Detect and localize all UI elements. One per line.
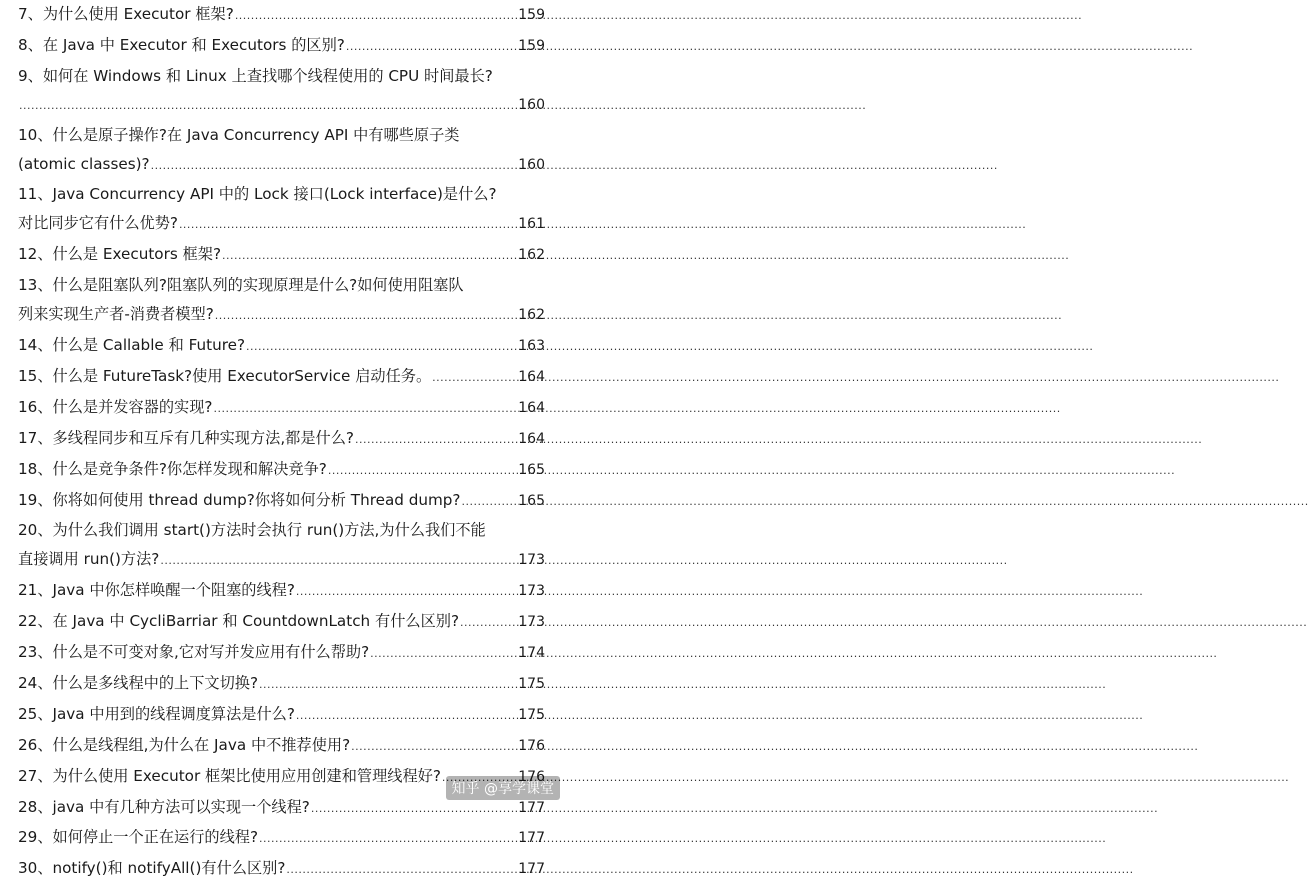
toc-entry-line bbox=[18, 486, 545, 517]
toc-entry-title: 8、在 Java 中 Executor 和 Executors 的区别? bbox=[18, 35, 345, 54]
toc-entry-line bbox=[18, 240, 545, 271]
toc-entry[interactable] bbox=[18, 362, 545, 393]
toc-entry-title: 对比同步它有什么优势? bbox=[18, 214, 178, 233]
toc-entry[interactable] bbox=[18, 669, 545, 700]
toc-entry-title: 22、在 Java 中 CycliBarriar 和 CountdownLatch 有什么区别? bbox=[18, 612, 460, 631]
toc-entry-title: 16、什么是并发容器的实现? bbox=[18, 397, 213, 416]
toc-entry-line bbox=[18, 424, 545, 455]
toc-entry-line bbox=[18, 31, 545, 62]
toc-entry-title: 29、如何停止一个正在运行的线程? bbox=[18, 828, 259, 847]
toc-entry-title: 15、什么是 FutureTask?使用 ExecutorService 启动任务。 bbox=[18, 366, 432, 385]
toc-entry-line bbox=[18, 209, 545, 240]
toc-page-number: 159 bbox=[518, 7, 545, 23]
dot-leader bbox=[19, 92, 517, 121]
toc-entry-line bbox=[18, 121, 545, 150]
toc-entry-title: 直接调用 run()方法? bbox=[18, 550, 160, 569]
dot-leader bbox=[296, 578, 517, 607]
toc-page-number: 163 bbox=[518, 337, 545, 354]
dot-leader bbox=[328, 457, 517, 486]
toc-entry-title: 12、什么是 Executors 框架? bbox=[18, 245, 222, 264]
toc-page-number: 174 bbox=[518, 645, 545, 662]
toc-page-number: 173 bbox=[518, 583, 545, 600]
toc-entry-title: 14、什么是 Callable 和 Future? bbox=[18, 335, 246, 354]
toc-entry-title: 20、为什么我们调用 start()方法时会执行 run()方法,为什么我们不能 bbox=[18, 521, 486, 540]
toc-entry[interactable] bbox=[18, 271, 545, 331]
dot-leader bbox=[351, 733, 517, 762]
toc-entry-title: 28、java 中有几种方法可以实现一个线程? bbox=[18, 797, 310, 816]
toc-entry[interactable] bbox=[18, 700, 545, 731]
dot-leader bbox=[432, 364, 517, 393]
toc-entry[interactable] bbox=[18, 62, 545, 121]
toc-entry-line bbox=[18, 91, 545, 121]
toc-entry[interactable] bbox=[18, 121, 545, 181]
toc-entry-title: 7、为什么使用 Executor 框架? bbox=[18, 5, 234, 23]
toc-page-number: 173 bbox=[518, 614, 545, 631]
table-of-contents bbox=[18, 0, 545, 885]
toc-entry[interactable] bbox=[18, 424, 545, 455]
toc-entry[interactable] bbox=[18, 638, 545, 669]
toc-page-number: 173 bbox=[518, 552, 545, 569]
toc-page-number: 177 bbox=[518, 861, 545, 878]
toc-entry[interactable] bbox=[18, 180, 545, 240]
toc-entry-line bbox=[18, 393, 545, 424]
dot-leader bbox=[346, 33, 517, 62]
toc-entry-title: 11、Java Concurrency API 中的 Lock 接口(Lock interface)是什么? bbox=[18, 185, 497, 204]
toc-page-number: 159 bbox=[518, 37, 545, 54]
toc-entry-line bbox=[18, 700, 545, 731]
toc-entry[interactable] bbox=[18, 576, 545, 607]
toc-entry-line bbox=[18, 180, 545, 209]
toc-entry[interactable] bbox=[18, 486, 545, 517]
dot-leader bbox=[286, 856, 517, 885]
dot-leader bbox=[259, 671, 517, 700]
toc-page-number: 165 bbox=[518, 461, 545, 478]
dot-leader bbox=[215, 302, 517, 331]
toc-entry[interactable] bbox=[18, 731, 545, 762]
toc-page-number: 176 bbox=[518, 768, 545, 785]
toc-entry-line bbox=[18, 271, 545, 300]
toc-entry-line bbox=[18, 455, 545, 486]
toc-entry-title: 9、如何在 Windows 和 Linux 上查找哪个线程使用的 CPU 时间最长? bbox=[18, 66, 493, 85]
toc-entry-title: 18、什么是竞争条件?你怎样发现和解决竞争? bbox=[18, 459, 327, 478]
toc-entry[interactable] bbox=[18, 331, 545, 362]
toc-entry[interactable] bbox=[18, 607, 545, 638]
dot-leader bbox=[259, 825, 517, 854]
toc-entry-title: 26、什么是线程组,为什么在 Java 中不推荐使用? bbox=[18, 735, 351, 754]
toc-entry-title: 24、什么是多线程中的上下文切换? bbox=[18, 673, 259, 692]
toc-page-number: 160 bbox=[518, 96, 545, 113]
watermark: 知乎 @享学课堂 bbox=[446, 776, 560, 800]
toc-page-number: 177 bbox=[518, 830, 545, 847]
toc-entry-title: 13、什么是阻塞队列?阻塞队列的实现原理是什么?如何使用阻塞队 bbox=[18, 276, 464, 295]
toc-entry-line bbox=[18, 823, 545, 854]
toc-entry-title: 17、多线程同步和互斥有几种实现方法,都是什么? bbox=[18, 428, 354, 447]
toc-entry-line bbox=[18, 854, 545, 885]
toc-entry-line bbox=[18, 62, 545, 91]
toc-entry-line bbox=[18, 516, 545, 545]
toc-entry-line bbox=[18, 731, 545, 762]
toc-page-number: 162 bbox=[518, 307, 545, 324]
toc-entry[interactable] bbox=[18, 455, 545, 486]
toc-entry[interactable] bbox=[18, 393, 545, 424]
toc-page-number: 164 bbox=[518, 399, 545, 416]
toc-entry-line bbox=[18, 669, 545, 700]
dot-leader bbox=[213, 395, 517, 424]
toc-entry-title: 23、什么是不可变对象,它对写并发应用有什么帮助? bbox=[18, 643, 370, 662]
toc-entry[interactable] bbox=[18, 516, 545, 576]
toc-page-number: 164 bbox=[518, 368, 545, 385]
toc-entry-line bbox=[18, 331, 545, 362]
toc-page-number: 165 bbox=[518, 492, 545, 509]
toc-page-number: 175 bbox=[518, 706, 545, 723]
toc-page-number: 175 bbox=[518, 675, 545, 692]
dot-leader bbox=[355, 426, 517, 455]
toc-entry-title: 21、Java 中你怎样唤醒一个阻塞的线程? bbox=[18, 581, 295, 600]
toc-entry[interactable] bbox=[18, 31, 545, 62]
dot-leader bbox=[370, 640, 517, 669]
toc-entry-title: (atomic classes)? bbox=[18, 154, 150, 173]
toc-entry-line bbox=[18, 545, 545, 576]
toc-entry-line bbox=[18, 300, 545, 331]
toc-page-number: 162 bbox=[518, 247, 545, 264]
toc-entry[interactable] bbox=[18, 823, 545, 854]
dot-leader bbox=[461, 488, 517, 517]
toc-page-number: 176 bbox=[518, 737, 545, 754]
toc-entry-title: 27、为什么使用 Executor 框架比使用应用创建和管理线程好? bbox=[18, 766, 441, 785]
toc-entry[interactable] bbox=[18, 0, 545, 31]
dot-leader bbox=[151, 152, 518, 181]
toc-entry-line bbox=[18, 0, 545, 31]
toc-entry-title: 10、什么是原子操作?在 Java Concurrency API 中有哪些原子类 bbox=[18, 125, 460, 144]
toc-page-number: 161 bbox=[518, 216, 545, 233]
toc-entry-line bbox=[18, 362, 545, 393]
toc-entry-line bbox=[18, 576, 545, 607]
toc-page-number: 160 bbox=[518, 156, 545, 173]
dot-leader bbox=[222, 242, 517, 271]
toc-entry-title: 25、Java 中用到的线程调度算法是什么? bbox=[18, 704, 295, 723]
dot-leader bbox=[296, 702, 517, 731]
dot-leader bbox=[160, 547, 517, 576]
toc-page-number: 177 bbox=[518, 799, 545, 816]
toc-entry-line bbox=[18, 150, 545, 181]
toc-entry-title: 19、你将如何使用 thread dump?你将如何分析 Thread dump? bbox=[18, 490, 461, 509]
dot-leader bbox=[235, 2, 517, 31]
toc-entry-line bbox=[18, 638, 545, 669]
toc-entry-title: 列来实现生产者-消费者模型? bbox=[18, 305, 214, 324]
dot-leader bbox=[179, 211, 517, 240]
dot-leader bbox=[460, 609, 517, 638]
toc-entry-title: 30、notify()和 notifyAll()有什么区别? bbox=[18, 859, 286, 878]
toc-page-number: 164 bbox=[518, 430, 545, 447]
toc-entry-line bbox=[18, 607, 545, 638]
toc-entry[interactable] bbox=[18, 240, 545, 271]
dot-leader bbox=[246, 333, 517, 362]
toc-entry[interactable] bbox=[18, 854, 545, 885]
